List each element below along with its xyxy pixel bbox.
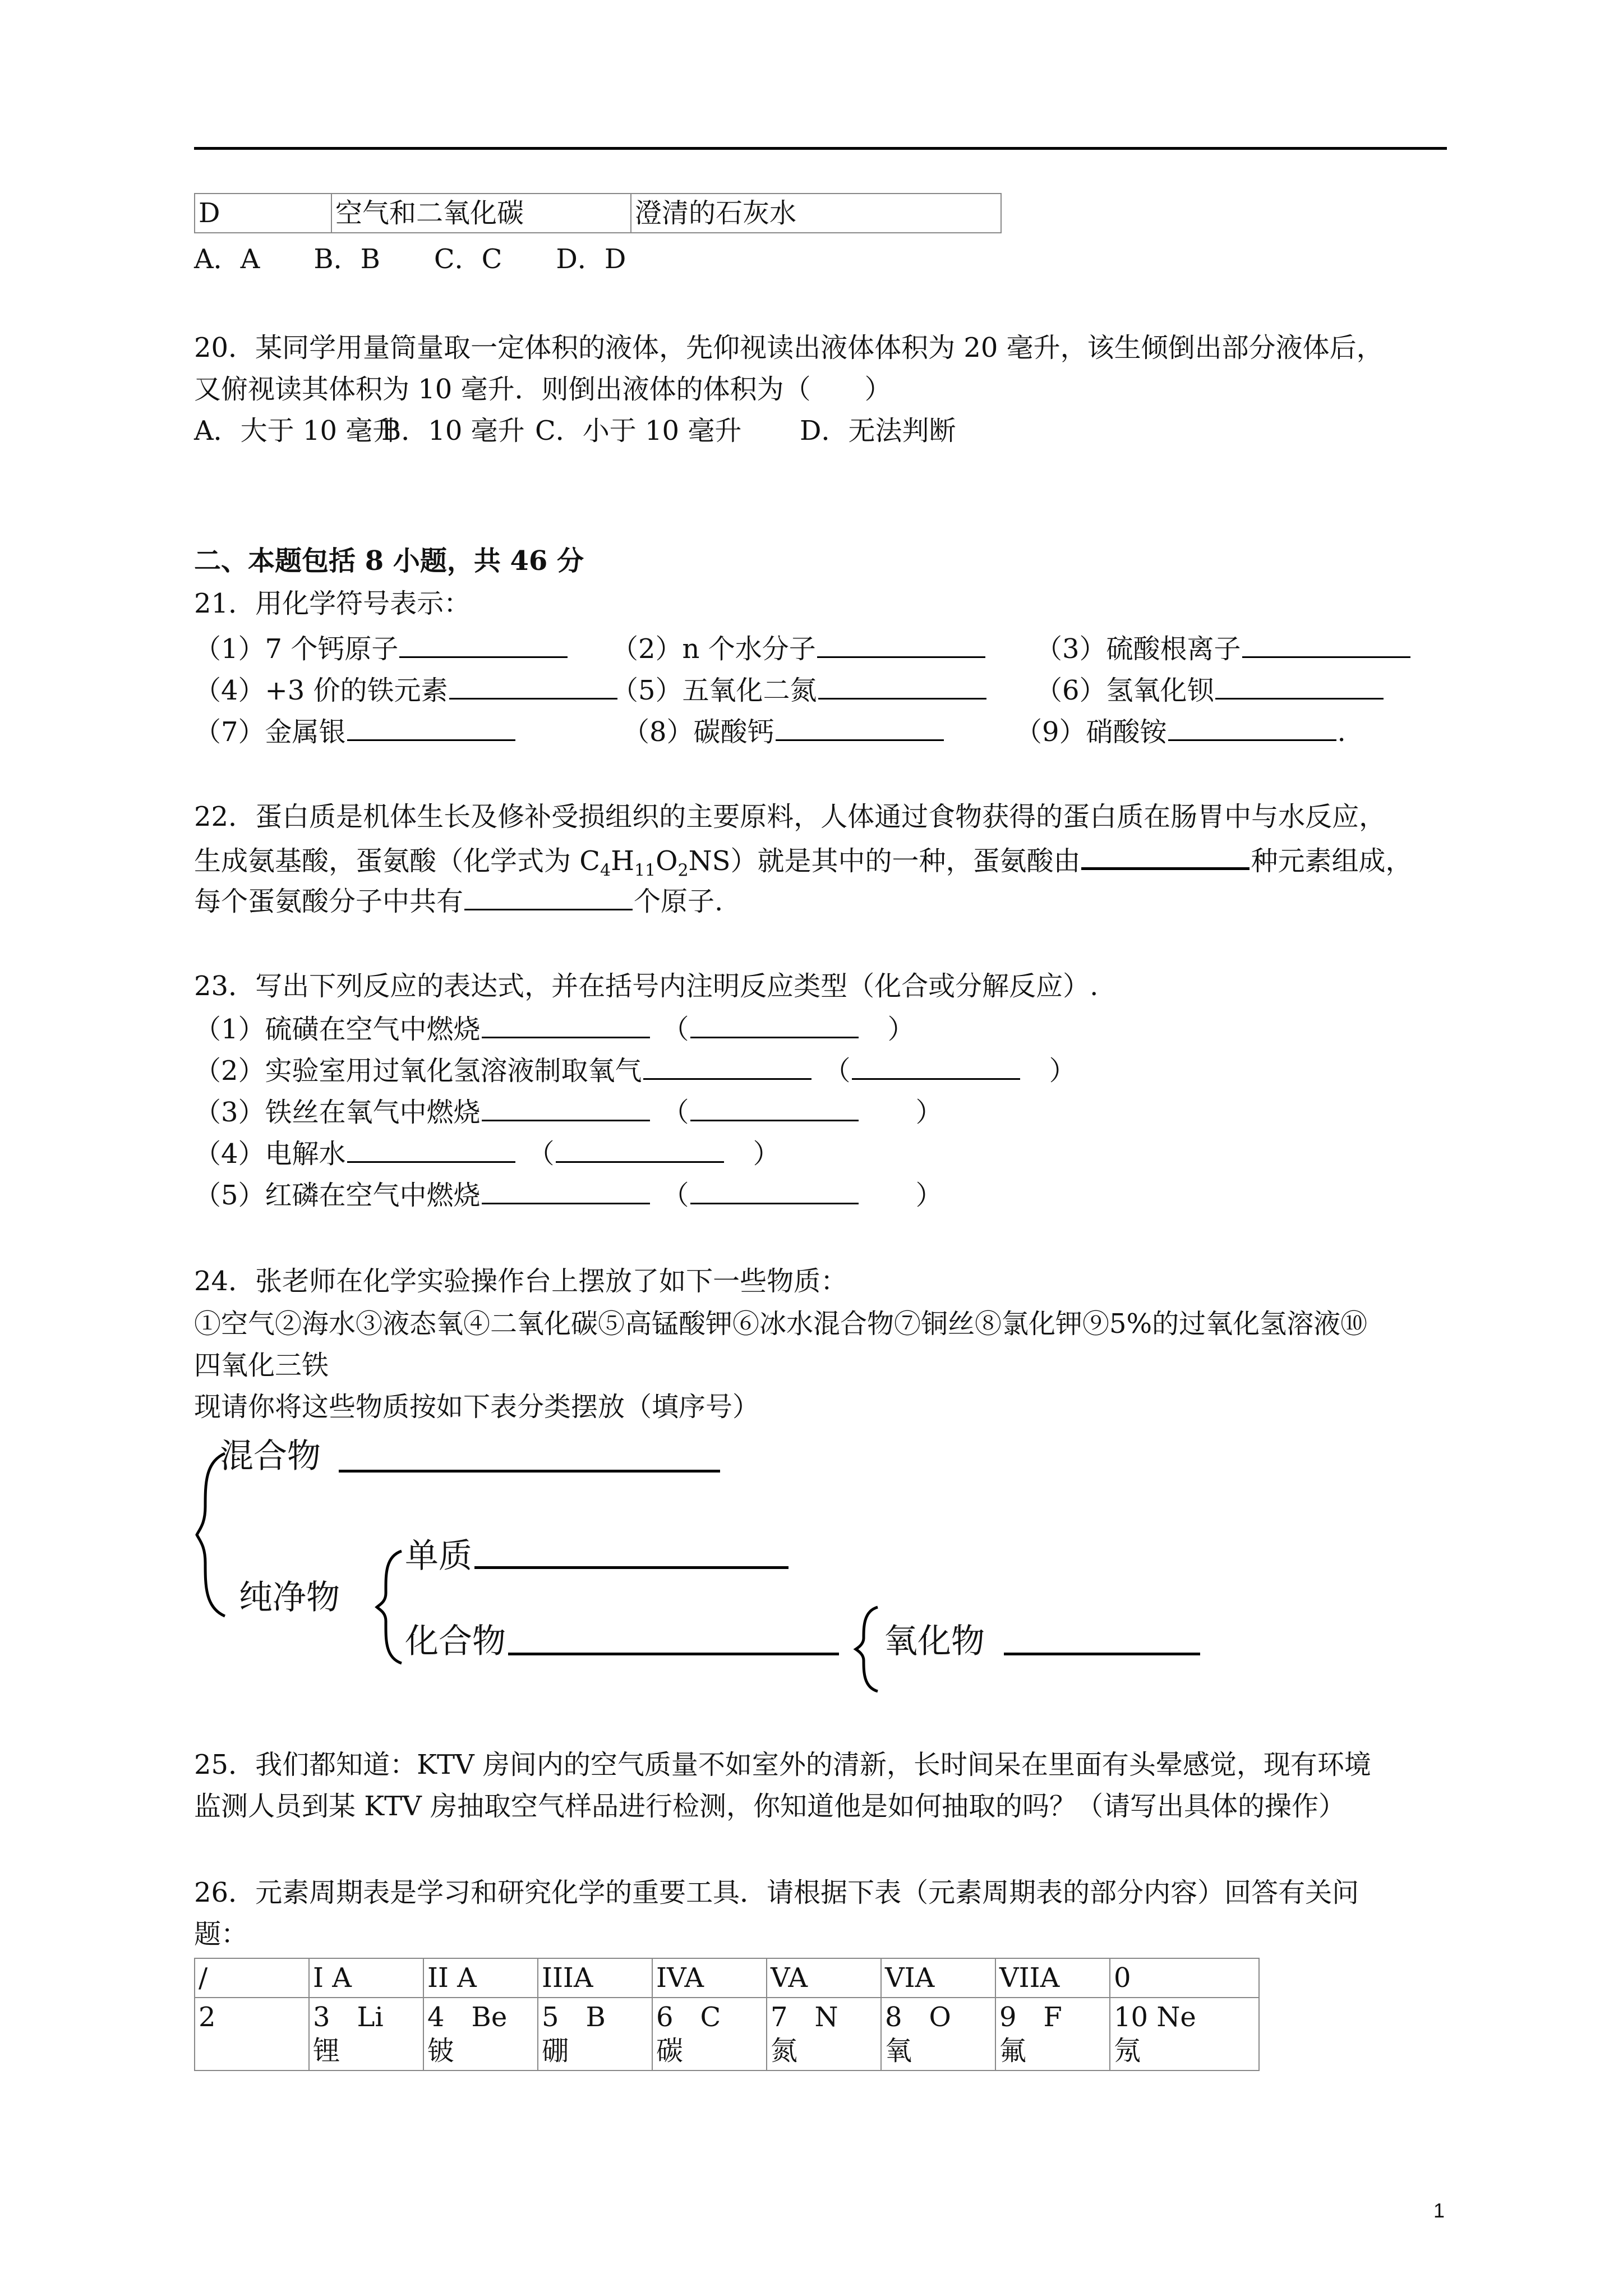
q21-item-label: （4）+3 价的铁元素 bbox=[194, 675, 448, 706]
element-name: 碳 bbox=[656, 2035, 684, 2067]
type-blank[interactable] bbox=[690, 1094, 859, 1121]
element-number: 6 C bbox=[656, 2001, 721, 2033]
element-cell bbox=[652, 1998, 767, 2070]
element-cell bbox=[995, 1998, 1110, 2070]
q21-item-label: （6）氢氧化钡 bbox=[1035, 675, 1214, 706]
q22-line3 bbox=[194, 883, 723, 918]
element-number: 3 Li bbox=[313, 2001, 384, 2033]
q21-item bbox=[194, 714, 517, 749]
mixture-answer-line[interactable] bbox=[339, 1470, 720, 1473]
answer-blank[interactable] bbox=[347, 714, 515, 741]
q21-item bbox=[623, 714, 945, 749]
paren: （ bbox=[527, 1138, 555, 1170]
answer-blank[interactable] bbox=[482, 1011, 650, 1038]
answer-blank[interactable] bbox=[464, 883, 633, 910]
q26-line2: 题： bbox=[194, 1918, 248, 1950]
table-header-cell: / bbox=[195, 1958, 309, 1998]
label-oxide: 氧化物 bbox=[884, 1622, 985, 1661]
left-brace-icon bbox=[374, 1548, 407, 1666]
q20-stem-line1: 20．某同学用量筒量取一定体积的液体，先仰视读出液体体积为 20 毫升，该生倾倒出部分液体后， bbox=[194, 332, 1384, 364]
table-cell: 澄清的石灰水 bbox=[631, 194, 1001, 233]
table-header-cell: IIIA bbox=[538, 1958, 652, 1998]
element-cell bbox=[423, 1998, 538, 2070]
element-name: 氟 bbox=[999, 2035, 1027, 2067]
q23-item bbox=[194, 1011, 915, 1046]
table-header-cell: I A bbox=[309, 1958, 423, 1998]
section-title: 二、本题包括 8 小题，共 46 分 bbox=[194, 545, 584, 577]
paren: （ bbox=[662, 1180, 689, 1211]
label-pure-substance: 纯净物 bbox=[239, 1578, 340, 1617]
oxide-answer-line[interactable] bbox=[1004, 1653, 1200, 1655]
table-cell: 空气和二氧化碳 bbox=[331, 194, 631, 233]
type-blank[interactable] bbox=[690, 1011, 859, 1038]
q21-item bbox=[1035, 672, 1385, 707]
q23-item-label: （3）铁丝在氧气中燃烧 bbox=[194, 1097, 481, 1128]
q20-option-b: B．10 毫升 bbox=[381, 415, 525, 447]
element-name: 锂 bbox=[313, 2035, 340, 2067]
type-blank[interactable] bbox=[690, 1177, 859, 1204]
paren: ） bbox=[915, 1097, 943, 1128]
label-compound: 化合物 bbox=[405, 1622, 506, 1661]
q21-item bbox=[194, 631, 569, 666]
paren: ） bbox=[887, 1014, 915, 1045]
element-cell bbox=[538, 1998, 652, 2070]
answer-blank[interactable] bbox=[1242, 631, 1410, 658]
paren: ） bbox=[753, 1138, 780, 1170]
q22-text: 生成氨基酸，蛋氨酸（化学式为 C bbox=[194, 845, 600, 877]
answer-blank[interactable] bbox=[643, 1052, 811, 1080]
q23-item-label: （4）电解水 bbox=[194, 1138, 346, 1170]
paren: （ bbox=[823, 1055, 851, 1087]
element-name: 氮 bbox=[771, 2035, 798, 2067]
q22-text: H bbox=[611, 845, 634, 877]
left-brace-icon bbox=[194, 1451, 228, 1619]
q21-item bbox=[611, 672, 988, 707]
element-name: 硼 bbox=[542, 2035, 569, 2067]
q21-item bbox=[611, 631, 986, 666]
label-mixture: 混合物 bbox=[220, 1437, 321, 1476]
q22-text: O bbox=[656, 845, 678, 877]
element-cell bbox=[767, 1998, 881, 2070]
q21-item-label: （8）碳酸钙 bbox=[623, 716, 774, 748]
subscript: 2 bbox=[677, 861, 689, 881]
q26-line1: 26．元素周期表是学习和研究化学的重要工具．请根据下表（元素周期表的部分内容）回答有关问 bbox=[194, 1877, 1359, 1908]
table-header-cell: VA bbox=[767, 1958, 881, 1998]
table-header-cell: IVA bbox=[652, 1958, 767, 1998]
q22-line1: 22．蛋白质是机体生长及修补受损组织的主要原料，人体通过食物获得的蛋白质在肠胃中与水反应， bbox=[194, 801, 1386, 832]
q21-item-label: （3）硫酸根离子 bbox=[1035, 633, 1241, 665]
q21-item-label: （9）硝酸铵 bbox=[1015, 716, 1167, 748]
q23-item bbox=[194, 1135, 780, 1171]
element-answer-line[interactable] bbox=[474, 1566, 789, 1569]
element-number: 7 N bbox=[771, 2001, 838, 2033]
q23-item bbox=[194, 1052, 1076, 1088]
q24-instruction: 现请你将这些物质按如下表分类摆放（填序号） bbox=[194, 1391, 760, 1423]
paren: （ bbox=[662, 1097, 689, 1128]
element-cell bbox=[309, 1998, 423, 2070]
q24-list-line1: ①空气②海水③液态氧④二氧化碳⑤高锰酸钾⑥冰水混合物⑦铜丝⑧氯化钾⑨5%的过氧化氢溶液⑩ bbox=[194, 1308, 1368, 1340]
q20-option-a: A．大于 10 毫升 bbox=[194, 415, 400, 447]
q21-item-label: （2）n 个水分子 bbox=[611, 633, 816, 665]
q21-item bbox=[1015, 714, 1346, 749]
table-row bbox=[195, 1998, 1259, 2070]
q25-line1: 25．我们都知道：KTV 房间内的空气质量不如室外的清新，长时间呆在里面有头晕感觉，现有环境 bbox=[194, 1749, 1371, 1780]
answer-blank[interactable] bbox=[817, 631, 985, 658]
table-header-cell: II A bbox=[423, 1958, 538, 1998]
answer-blank[interactable] bbox=[399, 631, 568, 658]
table-row bbox=[195, 194, 1001, 233]
element-number: 10 Ne bbox=[1114, 2001, 1196, 2033]
table-header-cell: VIA bbox=[881, 1958, 995, 1998]
paren: ） bbox=[1049, 1055, 1076, 1087]
answer-blank[interactable] bbox=[818, 672, 986, 700]
q23-item-label: （2）实验室用过氧化氢溶液制取氧气 bbox=[194, 1055, 642, 1087]
q22-text: 种元素组成， bbox=[1251, 845, 1413, 877]
q23-stem: 23．写出下列反应的表达式，并在括号内注明反应类型（化合或分解反应）. bbox=[194, 970, 1099, 1002]
table-header-cell: VIIA bbox=[995, 1958, 1110, 1998]
periodic-table bbox=[194, 1958, 1260, 2071]
q22-text: 个原子. bbox=[634, 886, 723, 917]
q19-options: A．A B．B C．C D．D bbox=[194, 243, 626, 275]
q20-option-c: C．小于 10 毫升 bbox=[535, 415, 742, 447]
answer-blank[interactable] bbox=[1081, 841, 1249, 870]
element-cell bbox=[1110, 1998, 1259, 2070]
end-period: . bbox=[1337, 716, 1346, 748]
table-header-row bbox=[195, 1958, 1259, 1998]
paren: （ bbox=[662, 1014, 689, 1045]
element-number: 5 B bbox=[542, 2001, 606, 2033]
answer-blank[interactable] bbox=[347, 1135, 515, 1163]
answer-blank[interactable] bbox=[482, 1094, 650, 1121]
subscript: 4 bbox=[600, 861, 611, 881]
q20-option-d: D．无法判断 bbox=[800, 415, 956, 447]
q23-item bbox=[194, 1177, 943, 1212]
element-number: 4 Be bbox=[427, 2001, 508, 2033]
q23-item bbox=[194, 1094, 943, 1129]
q21-stem: 21．用化学符号表示： bbox=[194, 588, 471, 619]
element-number: 8 O bbox=[885, 2001, 951, 2033]
q21-item-label: （7）金属银 bbox=[194, 716, 346, 748]
q24-stem: 24．张老师在化学实验操作台上摆放了如下一些物质： bbox=[194, 1266, 848, 1297]
q25-line2: 监测人员到某 KTV 房抽取空气样品进行检测，你知道他是如何抽取的吗？（请写出具体的操作） bbox=[194, 1791, 1346, 1822]
element-name: 铍 bbox=[427, 2035, 455, 2067]
q22-line2 bbox=[194, 841, 1413, 881]
subscript: 11 bbox=[634, 861, 656, 881]
page-number: 1 bbox=[1433, 2199, 1445, 2222]
answer-blank[interactable] bbox=[482, 1177, 650, 1204]
q21-item-label: （1）7 个钙原子 bbox=[194, 633, 399, 665]
q23-item-label: （5）红磷在空气中燃烧 bbox=[194, 1180, 481, 1211]
label-element: 单质 bbox=[405, 1536, 472, 1576]
table-header-cell: 0 bbox=[1110, 1958, 1259, 1998]
q24-list-line2: 四氧化三铁 bbox=[194, 1350, 329, 1381]
q22-text: 每个蛋氨酸分子中共有 bbox=[194, 886, 464, 917]
type-blank[interactable] bbox=[556, 1135, 724, 1163]
answer-blank[interactable] bbox=[449, 672, 617, 700]
element-cell bbox=[881, 1998, 995, 2070]
q19-table bbox=[194, 193, 1002, 233]
q21-item bbox=[1035, 631, 1412, 666]
header-rule bbox=[194, 147, 1447, 150]
answer-blank[interactable] bbox=[1168, 714, 1336, 741]
type-blank[interactable] bbox=[852, 1052, 1020, 1080]
period-cell: 2 bbox=[195, 1998, 309, 2070]
table-cell: D bbox=[195, 194, 331, 233]
left-brace-icon bbox=[852, 1604, 880, 1694]
element-number: 9 F bbox=[999, 2001, 1062, 2033]
compound-answer-line[interactable] bbox=[508, 1653, 839, 1655]
answer-blank[interactable] bbox=[776, 714, 944, 741]
q20-stem-line2: 又俯视读其体积为 10 毫升．则倒出液体的体积为（ ） bbox=[194, 374, 892, 405]
q21-item bbox=[194, 672, 619, 707]
answer-blank[interactable] bbox=[1215, 672, 1384, 700]
q23-item-label: （1）硫磺在空气中燃烧 bbox=[194, 1014, 481, 1045]
paren: ） bbox=[915, 1180, 943, 1211]
q21-item-label: （5）五氧化二氮 bbox=[611, 675, 817, 706]
q22-text: NS）就是其中的一种，蛋氨酸由 bbox=[688, 845, 1081, 877]
element-name: 氧 bbox=[885, 2035, 912, 2067]
element-name: 氖 bbox=[1114, 2035, 1141, 2067]
